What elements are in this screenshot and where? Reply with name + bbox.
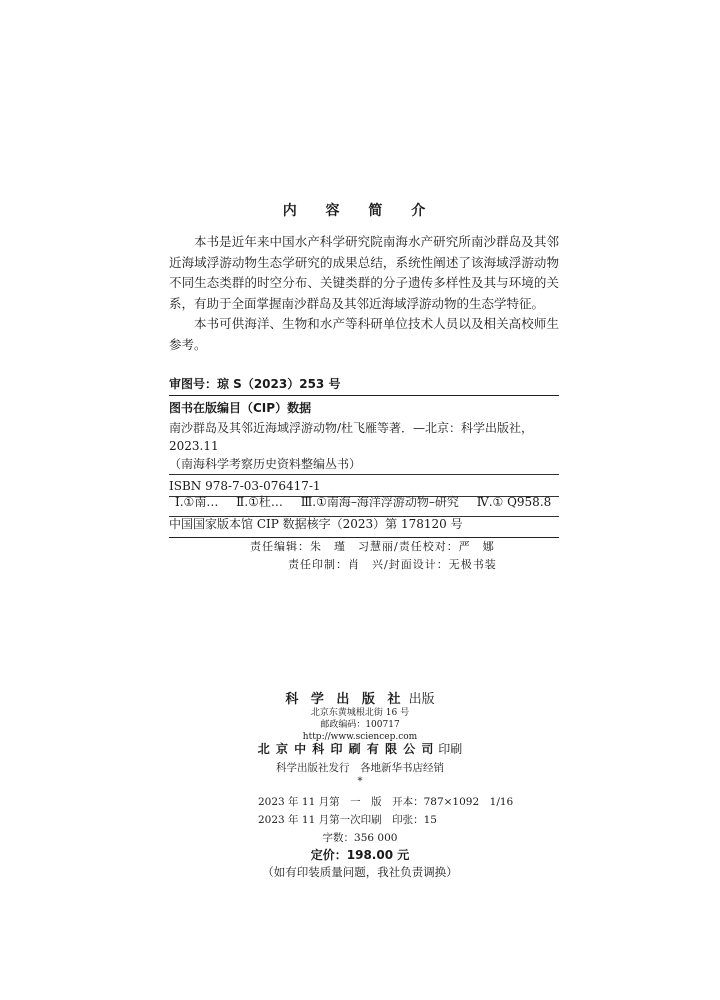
summary-paragraph-2: 本书可供海洋、生物和水产等科研单位技术人员以及相关高校师生参考。 (169, 316, 559, 352)
publisher-url: http://www.sciencep.com (302, 732, 418, 742)
summary-title: 内 容 简 介 (282, 203, 438, 219)
cip-top-rule (169, 395, 559, 396)
printer-suffix: 印刷 (438, 742, 463, 756)
printer-line (0, 740, 720, 757)
publisher-postcode: 邮政编码：100717 (320, 720, 400, 730)
cip-series: （南海科学考察历史资料整编丛书） (169, 457, 362, 471)
separator-star: * (357, 776, 363, 787)
publisher-address: 北京东黄城根北街 16 号 (310, 708, 410, 718)
publisher-suffix: 出版 (408, 692, 435, 707)
map-review-number: 审图号：琼 S（2023）253 号 (169, 377, 341, 391)
cip-number: 中国国家版本馆 CIP 数据核字（2023）第 178120 号 (169, 517, 463, 531)
publisher-name: 科 学 出 版 社 (285, 692, 405, 707)
cip-title-line: 南沙群岛及其邻近海域浮游动物/杜飞雁等著．—北京：科学出版社， (169, 421, 534, 435)
cip-classifications (175, 492, 565, 512)
publisher-line (0, 688, 720, 707)
cip-class-2: Ⅱ.①杜… (236, 495, 283, 509)
summary-paragraph-1: 本书是近年来中国水产科学研究院南海水产研究所南沙群岛及其邻近海域浮游动物生态学研究的成果总结，系统性阐述了该海域浮游动物不同生态类群的时空分布、关键类群的分子遗传多样性及其与环境的关系，有助于全面掌握南沙群岛及其邻近海域浮游动物的生态学特征。 (169, 234, 559, 311)
cip-mid-rule-1 (169, 474, 559, 475)
cip-class-4: Ⅳ.① Q958.8 (476, 495, 552, 509)
cip-class-3: Ⅲ.①南海–海洋浮游动物–研究 (300, 495, 459, 509)
printer-name: 北 京 中 科 印 刷 有 限 公 司 (257, 742, 435, 756)
cip-heading: 图书在版编目（CIP）数据 (169, 401, 312, 415)
word-count: 字数：356 000 (322, 832, 398, 844)
quality-note: （如有印装质量问题，我社负责调换） (262, 865, 458, 879)
edition-line: 2023 年 11 月第 一 版 开本：787×1092 1/16 (258, 796, 514, 808)
summary-body (169, 232, 559, 355)
credits-line-2: 责任印制：肖 兴/封面设计：无极书装 (288, 558, 497, 571)
credits-line-1: 责任编辑：朱 瑾 习慧丽/责任校对：严 娜 (250, 540, 495, 553)
cip-isbn: ISBN 978-7-03-076417-1 (169, 479, 321, 493)
price: 定价：198.00 元 (310, 848, 410, 862)
cip-class-1: Ⅰ.①南… (175, 495, 219, 509)
printing-line: 2023 年 11 月第一次印刷 印张：15 (258, 814, 437, 826)
cip-date-line: 2023.11 (169, 439, 219, 453)
distribution-line: 科学出版社发行 各地新华书店经销 (276, 762, 444, 774)
